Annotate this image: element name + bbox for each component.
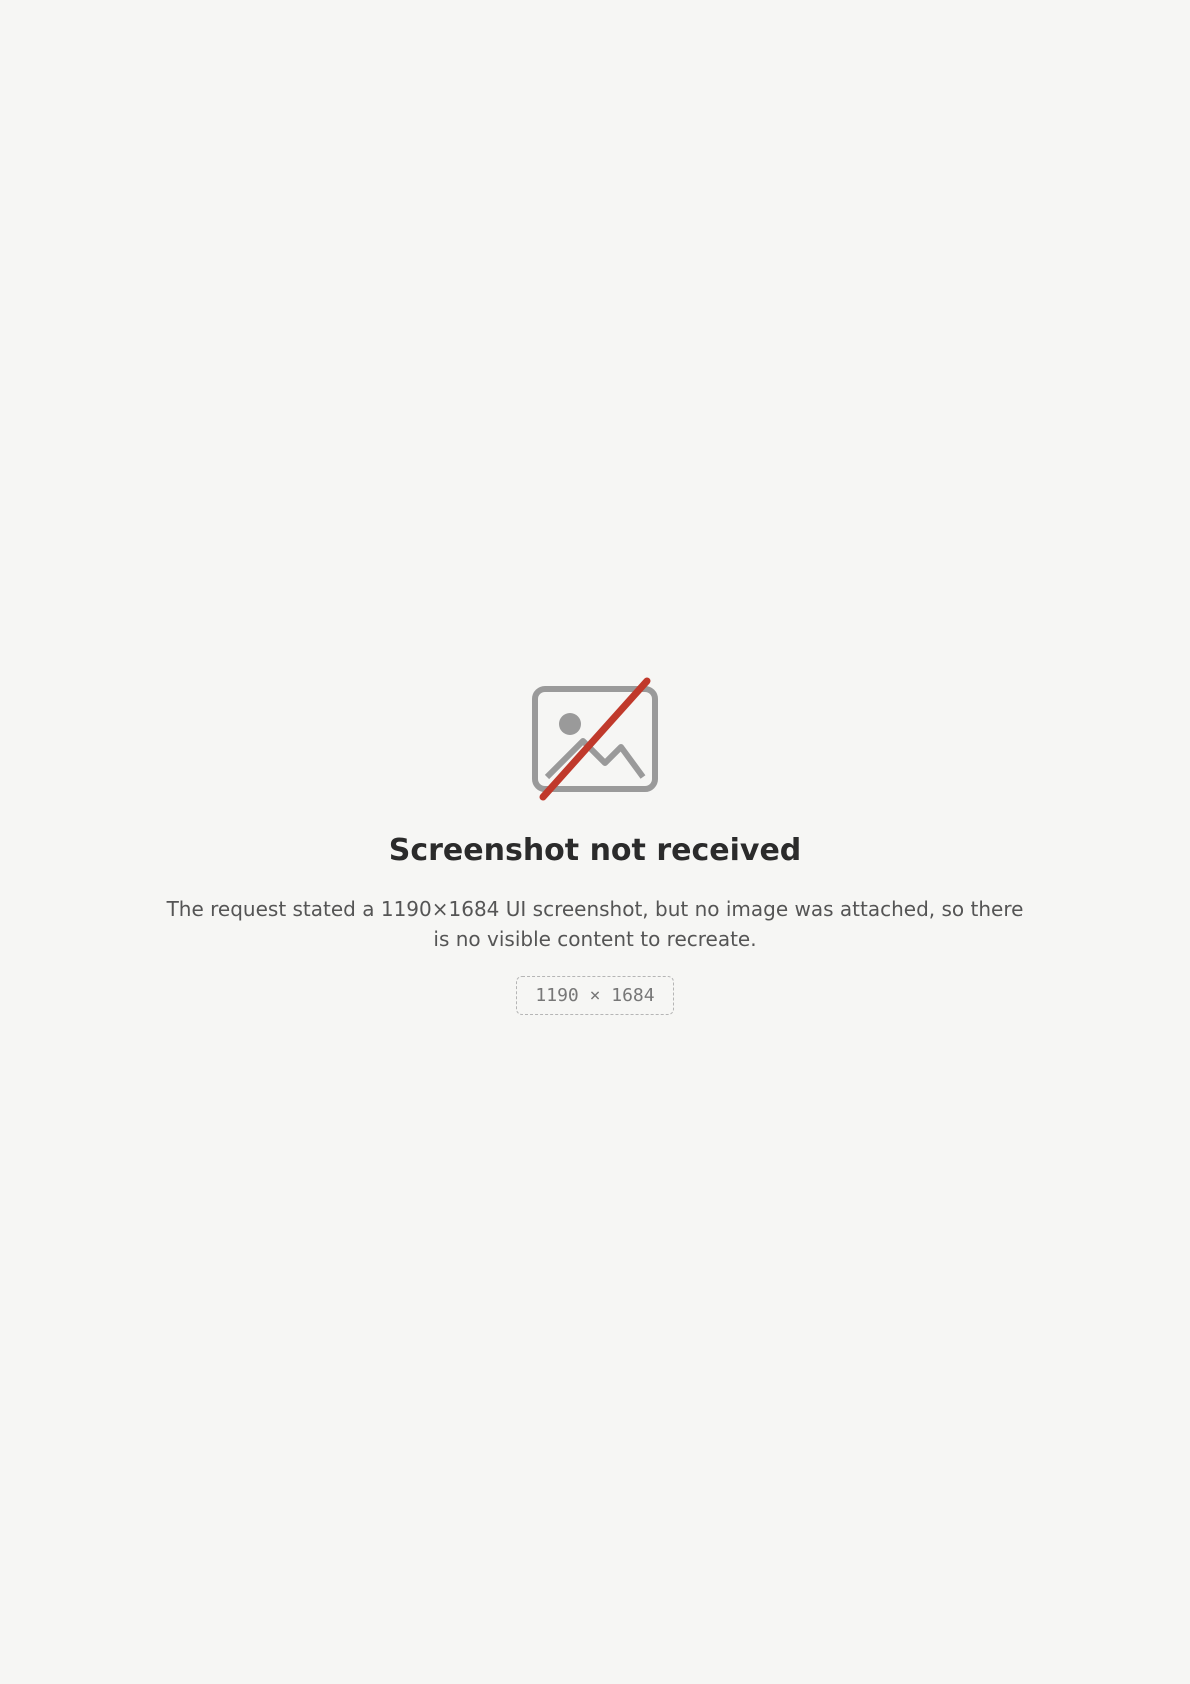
- missing-image-icon: [525, 669, 665, 809]
- notice-detail: The request stated a 1190×1684 UI screenshot, but no image was attached, so there is no visible content to recreate.: [166, 896, 1024, 951]
- notice-title: Screenshot not received: [388, 833, 802, 869]
- dimensions-label: 1190 × 1684: [516, 976, 673, 1015]
